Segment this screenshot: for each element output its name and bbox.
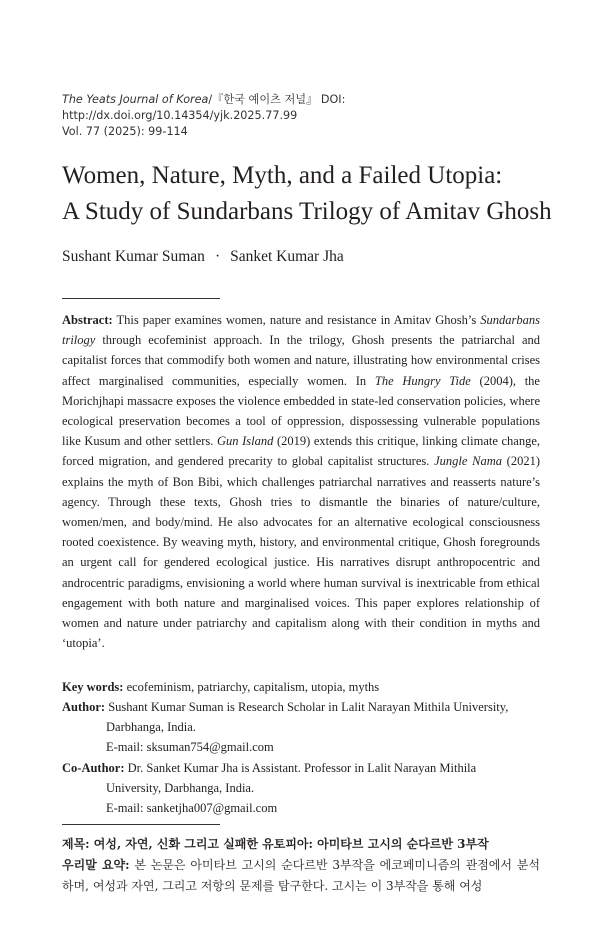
abstract-italic-2: The Hungry Tide [374,373,471,388]
abstract-text-1: This paper examines women, nature and resistance in Amitav Ghosh’s [112,313,481,327]
korean-title-text: 여성, 자연, 신화 그리고 실패한 유토피아: 아미타브 고시의 순다르반 3부작 [89,837,489,851]
keywords [62,677,540,697]
journal-citation-line [62,92,562,124]
coauthor-info-line1 [62,758,540,778]
coauthor-info-text: Dr. Sanket Kumar Jha is Assistant. Professor in Lalit Narayan Mithila [124,761,477,775]
abstract-text-2: through ecofeminist approach. In the trilogy, Ghosh presents the patriarchal and capitalist forces that commodify both women and nature, illustrating how environmental crises affect marginalised communities, especially women. In [62,333,540,388]
coauthor-info [62,758,540,819]
abstract [62,310,540,653]
abstract-italic-1: Sundarbans trilogy [62,313,540,348]
abstract-label: Abstract: [62,313,113,327]
journal-name: The Yeats Journal of Korea [62,93,209,106]
paper-title [62,158,562,230]
author-email: E-mail: sksuman754@gmail.com [106,740,274,755]
author-name-first: Sushant Kumar Suman [62,248,205,265]
coauthor-info-label: Co-Author: [62,761,125,775]
coauthor-email: E-mail: sanketjha007@gmail.com [106,801,278,816]
korean-summary [62,834,540,897]
author-info-line1 [62,697,540,717]
abstract-text-3: (2004), the Morichjhapi massacre exposes the violence embedded in state-led conservation policies, where ecological preservation becomes a tool of oppression, dispossessing vulnerable populations like Kusum and other settlers. [62,373,540,449]
author-info-label: Author: [62,700,106,714]
abstract-italic-4: Jungle Nama [434,454,502,469]
abstract-text-4: (2019) extends this critique, linking climate change, forced migration, and gendered precarity to global capitalist structures. [62,434,541,469]
korean-title-label: 제목: [62,837,90,851]
paper-title-line1: Women, Nature, Myth, and a Failed Utopia: [62,162,503,189]
author-list [62,248,344,266]
divider-bottom [62,824,220,825]
author-info-line2: Darbhanga, India. [106,720,196,735]
keywords-text: ecofeminism, patriarchy, capitalism, utopia, myths [123,680,380,694]
journal-volume: Vol. 77 (2025): 99-114 [62,125,188,138]
paper-title-line2: A Study of Sundarbans Trilogy of Amitav Ghosh [62,198,552,225]
author-name-second: Sanket Kumar Jha [230,248,344,265]
author-info-text: Sushant Kumar Suman is Research Scholar in Lalit Narayan Mithila University, [105,700,509,714]
abstract-italic-3: Gun Island [217,434,274,449]
abstract-text-5: (2021) explains the myth of Bon Bibi, which challenges patriarchal narratives and reasserts nature’s agency. Through these texts, Ghosh tries to dismantle the binaries of nature/culture, women/men, and body/mind. He also advocates for an alternative ecological consciousness rooted coexistence. By weaving myth, history, and environmental critique, Ghosh foregrounds an urgent call for gendered ecological justice. His narratives disrupt anthropocentric and androcentric paradigms, envisioning a world where human survival is inextricable from ethical engagement with both nature and marginalised voices. This paper explores relationship of women and nature under patriarchy and capitalism along with their condition in myths and ‘utopia’. [62,454,540,651]
journal-header [62,92,562,140]
journal-doi: /『한국 예이츠 저널』 DOI: http://dx.doi.org/10.14354/yjk.2025.77.99 [62,93,346,122]
author-info [62,697,540,758]
korean-summary-text-block [62,855,540,897]
korean-title-line [62,834,540,855]
divider-top [62,298,220,299]
author-separator: · [214,248,221,265]
keywords-label: Key words: [62,680,124,694]
coauthor-info-line2: University, Darbhanga, India. [106,781,255,796]
korean-summary-label: 우리말 요약: [62,858,130,872]
korean-summary-text: 본 논문은 아미타브 고시의 순다르반 3부작을 에코페미니즘의 관점에서 분석하며, 여성과 자연, 그리고 저항의 문제를 탐구한다. 고시는 이 3부작을 통해 여성 [62,858,540,893]
